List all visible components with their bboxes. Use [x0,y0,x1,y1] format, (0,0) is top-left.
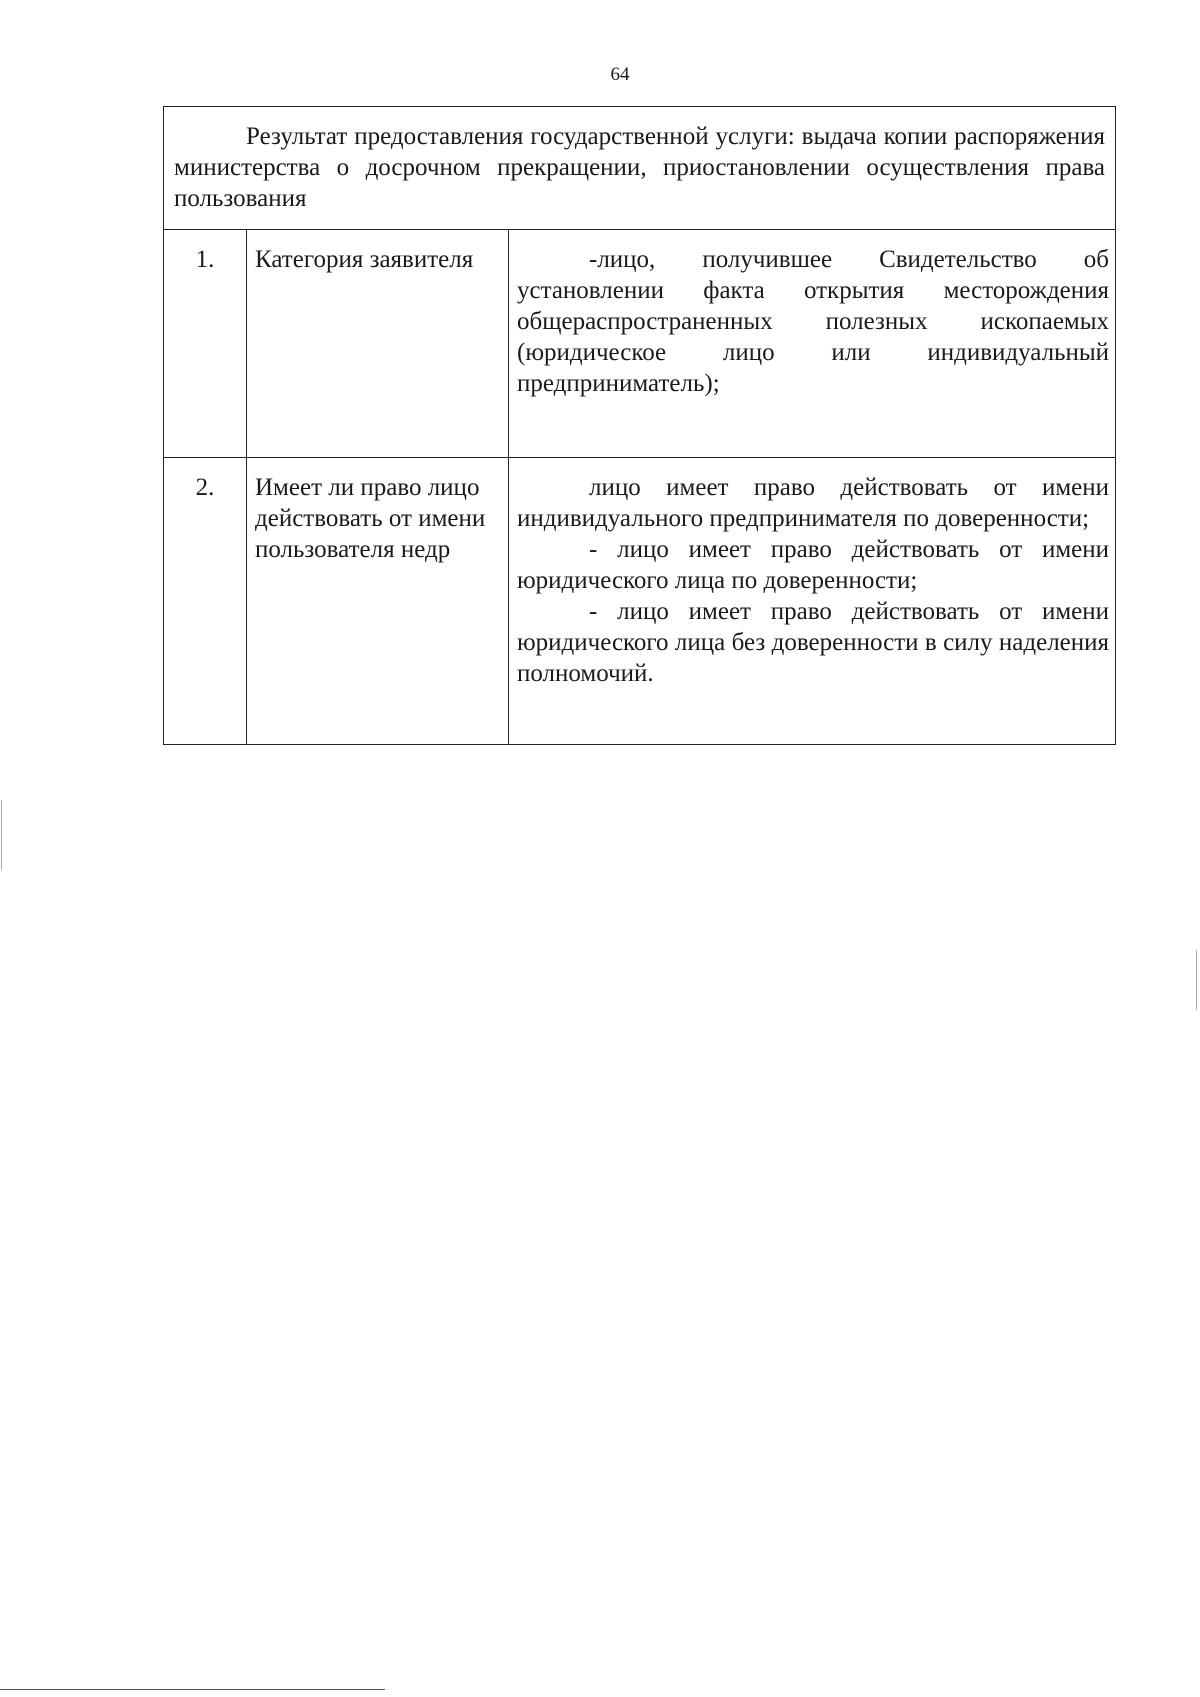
scan-artifact-speck [1196,950,1197,1010]
service-table [163,106,1116,745]
content-paragraph: лицо имеет право действовать от имени индивидуального предпринимателя по доверенности; [517,474,1110,532]
scan-artifact-line [0,1689,385,1690]
row-number: 2. [164,458,247,745]
table-header-text: Результат предоставления государственной услуги: выдача копии распоряжения министерства о досрочном прекращении, приостановлении осуществления права пользования [164,107,1116,230]
content-paragraph: -лицо, получившее Свидетельство об установлении факта открытия месторождения общераспространенных полезных ископаемых (юридическое лицо или индивидуальный предприниматель); [517,246,1110,397]
page-number: 64 [610,64,630,85]
row-label: Категория заявителя [247,230,509,458]
row-label: Имеет ли право лицо действовать от имени пользователя недр [247,458,509,745]
row-content [509,458,1116,745]
table-header-row [164,107,1116,230]
table-row [164,230,1116,458]
content-paragraph: - лицо имеет право действовать от имени юридического лица по доверенности; [517,536,1110,594]
row-content [509,230,1116,458]
row-number: 1. [164,230,247,458]
scan-artifact-speck [1,800,2,870]
content-paragraph: - лицо имеет право действовать от имени юридического лица без доверенности в силу наделения полномочий. [517,598,1110,687]
table-row [164,458,1116,745]
